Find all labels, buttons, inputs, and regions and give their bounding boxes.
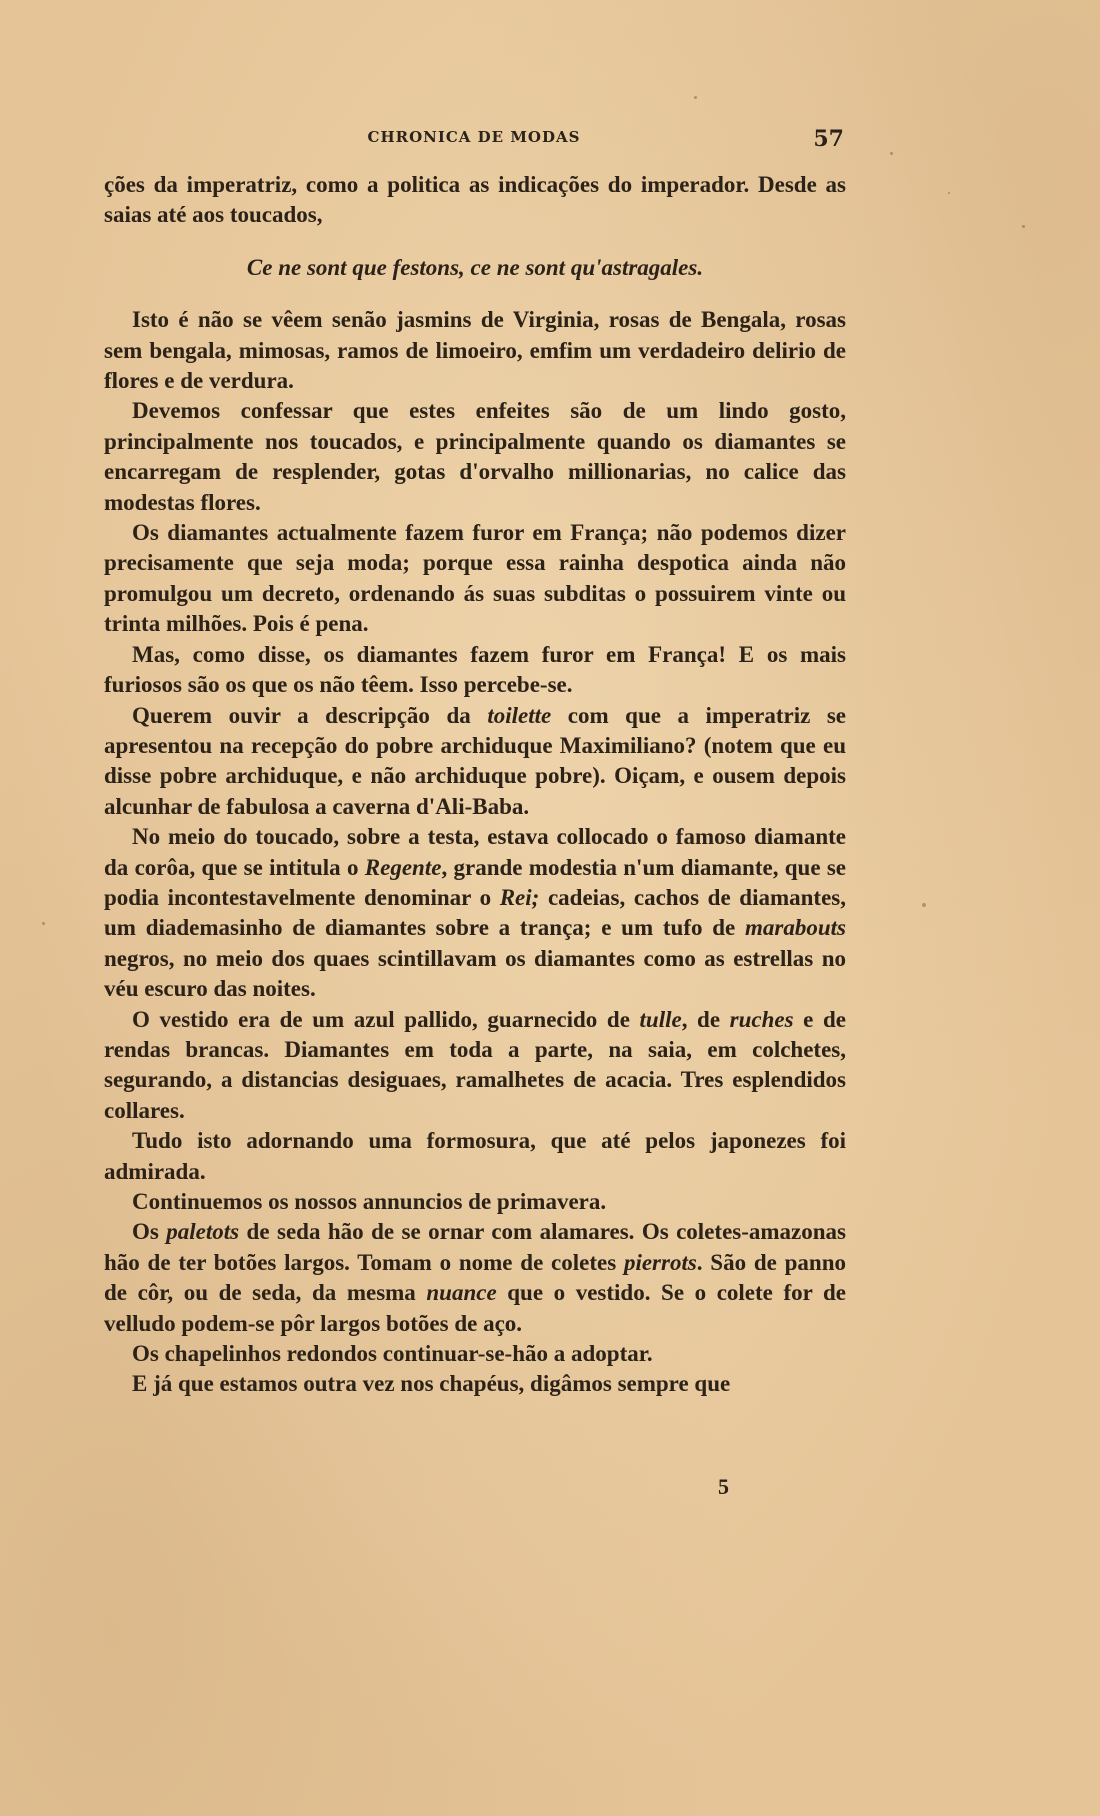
text-run: , grande modestia n'um diamante, que se podia incontestavelmente denominar o bbox=[104, 854, 846, 910]
text-run: de seda hão de se ornar com alamares. Os coletes-amazonas hão de ter botões largos. Tomam o nome de coletes bbox=[104, 1219, 846, 1275]
text-run: , de bbox=[681, 1006, 730, 1032]
text-run: negros, no meio dos quaes scintillavam os diamantes como as estrellas no véu escuro das noites. bbox=[104, 945, 846, 1002]
paragraph-13: E já que estamos outra vez nos chapéus, digâmos sempre que bbox=[132, 1371, 731, 1397]
text-run: O vestido era de um azul pallido, guarnecido de bbox=[132, 1006, 640, 1032]
paragraph-4: Os diamantes actualmente fazem furor em França; não podemos dizer precisamente que seja moda; porque essa rainha despotica ainda não promulgou um decreto, ordenando ás suas subditas o possuirem vinte ou trinta milhões. Pois é pena. bbox=[104, 520, 846, 637]
paragraph-12: Os chapelinhos redondos continuar-se-hão a adoptar. bbox=[132, 1341, 653, 1367]
paragraph-6 bbox=[104, 701, 846, 823]
paper-speck bbox=[1022, 225, 1025, 228]
paragraph-10: Continuemos os nossos annuncios de primavera. bbox=[132, 1189, 607, 1214]
paragraph-11 bbox=[104, 1217, 846, 1339]
paper-speck bbox=[922, 903, 926, 907]
text-run: . São de panno de côr, ou de seda, da mesma bbox=[104, 1249, 846, 1306]
text-run: e de rendas brancas. Diamantes em toda a parte, na saia, em colchetes, segurando, a distancias desiguaes, ramalhetes de acacia. Tres esplendidos collares. bbox=[104, 1006, 846, 1123]
paper-speck bbox=[948, 192, 950, 194]
italic-term: toilette bbox=[487, 702, 552, 728]
paragraph-5: Mas, como disse, os diamantes fazem furor em França! E os mais furiosos são os que os não têem. Isso percebe-se. bbox=[104, 641, 846, 698]
paragraph-1: ções da imperatriz, como a politica as indicações do imperador. Desde as saias até aos toucados, bbox=[104, 172, 846, 228]
text-run: cadeias, cachos de diamantes, um diademasinho de diamantes sobre a trança; e um tufo de bbox=[104, 884, 846, 941]
body-text bbox=[104, 170, 846, 1400]
paragraph-7 bbox=[104, 822, 846, 1004]
text-run: Os bbox=[132, 1219, 167, 1245]
text-run: No meio do toucado, sobre a testa, estava collocado o famoso diamante da corôa, que se intitula o bbox=[104, 824, 846, 880]
signature-mark: 5 bbox=[718, 1474, 729, 1499]
italic-term: ruches bbox=[729, 1006, 794, 1032]
paragraph-2: Isto é não se vêem senão jasmins de Virginia, rosas de Bengala, rosas sem bengala, mimosas, ramos de limoeiro, emfim um verdadeiro delirio de flores e de verdura. bbox=[104, 307, 846, 394]
paper-speck bbox=[42, 922, 45, 925]
italic-term: marabouts bbox=[745, 915, 846, 941]
italic-term: Regente bbox=[364, 854, 442, 880]
italic-term: pierrots bbox=[623, 1249, 697, 1275]
paragraph-8 bbox=[104, 1005, 846, 1127]
page-number: 57 bbox=[813, 126, 844, 152]
quotation: Ce ne sont que festons, ce ne sont qu'astragales. bbox=[246, 254, 704, 280]
text-run: Querem ouvir a descripção da bbox=[132, 702, 488, 728]
paper-speck bbox=[890, 152, 893, 155]
paper-speck bbox=[694, 96, 697, 99]
paragraph-9: Tudo isto adornando uma formosura, que até pelos japonezes foi admirada. bbox=[104, 1128, 846, 1184]
running-title: CHRONICA DE MODAS bbox=[367, 128, 581, 146]
italic-term: tulle bbox=[639, 1006, 682, 1032]
text-run: com que a imperatriz se apresentou na recepção do pobre archiduque Maximiliano? (notem que eu disse pobre archiduque, e não archiduque pobre). Oiçam, e ousem depois alcunhar de fabulosa a caverna d'Ali-Baba. bbox=[104, 702, 846, 819]
italic-term: paletots bbox=[166, 1219, 240, 1245]
text-run: que o vestido. Se o colete for de velludo podem-se pôr largos botões de aço. bbox=[104, 1280, 846, 1336]
italic-term: nuance bbox=[426, 1280, 497, 1306]
paragraph-3: Devemos confessar que estes enfeites são de um lindo gosto, principalmente nos toucados, e principalmente quando os diamantes se encarregam de resplender, gotas d'orvalho millionarias, no calice das modestas flores. bbox=[104, 398, 846, 515]
page-header bbox=[104, 128, 844, 156]
italic-term: Rei; bbox=[499, 884, 540, 910]
